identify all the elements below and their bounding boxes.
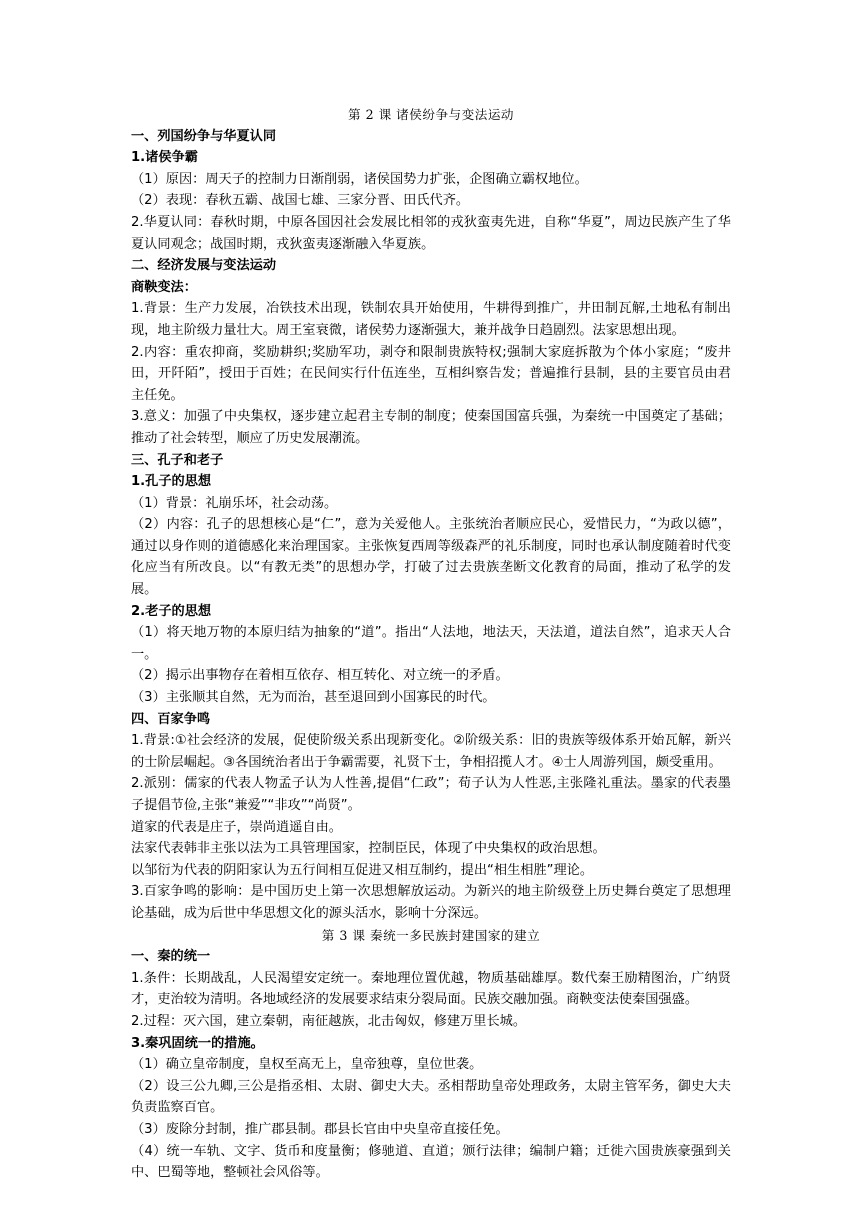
section-heading: 三、孔子和老子: [131, 452, 224, 468]
paragraph: 3.百家争鸣的影响：是中国历史上第一次思想解放运动。为新兴的地主阶级登上历史舞台奠定了思想理论基础，成为后世中华思想文化的源头活水，影响十分深远。: [131, 884, 731, 921]
subsection-heading: 2.老子的思想: [131, 603, 212, 619]
paragraph: 道家的代表是庄子，崇尚逍遥自由。: [131, 819, 342, 835]
document-body: [131, 104, 731, 1184]
subsection-heading: 商鞅变法：: [131, 279, 197, 295]
paragraph: （2）揭示出事物存在着相互依存、相互转化、对立统一的矛盾。: [131, 668, 509, 684]
paragraph: （1）背景：礼崩乐坏，社会动荡。: [131, 495, 338, 511]
paragraph: （2）表现：春秋五霸、战国七雄、三家分晋、田氏代齐。: [131, 193, 470, 209]
paragraph: 3.意义：加强了中央集权，逐步建立起君主专制的制度；使秦国国富兵强，为秦统一中国奠定了基础；推动了社会转型，顺应了历史发展潮流。: [131, 409, 731, 446]
paragraph: 2.华夏认同：春秋时期，中原各国因社会发展比相邻的戎狄蛮夷先进，自称“华夏”，周边民族产生了华夏认同观念；战国时期，戎狄蛮夷逐渐融入华夏族。: [131, 214, 731, 252]
paragraph: 2.派别：儒家的代表人物孟子认为人性善,提倡“仁政”；荀子认为人性恶,主张隆礼重法。墨家的代表墨子提倡节俭,主张“兼爱”“非攻”“尚贤”。: [131, 776, 731, 813]
paragraph: 2.内容：重农抑商，奖励耕织;奖励军功，剥夺和限制贵族特权;强制大家庭拆散为个体小家庭；“废井田，开阡陌”，授田于百姓；在民间实行什伍连坐，互相纠察告发；普遍推行县制，县的主要官员由君主任免。: [131, 344, 731, 403]
paragraph: 1.条件：长期战乱，人民渴望安定统一。秦地理位置优越，物质基础雄厚。数代秦王励精图治，广纳贤才，吏治较为清明。各地域经济的发展要求结束分裂局面。民族交融加强。商鞅变法使秦国强盛。: [131, 970, 731, 1008]
paragraph: 1.背景：生产力发展，冶铁技术出现，铁制农具开始使用，牛耕得到推广，井田制瓦解,土地私有制出现，地主阶级力量壮大。周王室衰微，诸侯势力逐渐强大，兼并战争日趋剧烈。法家思想出现。: [131, 301, 731, 338]
subsection-heading: 1.诸侯争霸: [131, 150, 198, 166]
paragraph: 法家代表韩非主张以法为工具管理国家，控制臣民，体现了中央集权的政治思想。: [131, 841, 606, 857]
section-heading: 四、百家争鸣: [131, 711, 211, 727]
paragraph: 1.背景:①社会经济的发展，促使阶级关系出现新变化。②阶级关系：旧的贵族等级体系开始瓦解，新兴的士阶层崛起。③各国统治者出于争霸需要，礼贤下士，争相招揽人才。④士人周游列国，颇受重用。: [131, 733, 731, 770]
paragraph: （3）废除分封制，推广郡县制。郡县长官由中央皇帝直接任免。: [131, 1121, 509, 1137]
paragraph: （3）主张顺其自然，无为而治，甚至退回到小国寡民的时代。: [131, 690, 496, 706]
section-heading: 一、秦的统一: [131, 949, 211, 965]
section-heading: 一、列国纷争与华夏认同: [131, 128, 277, 144]
section-heading: 二、经济发展与变法运动: [131, 258, 277, 274]
paragraph: 以邹衍为代表的阴阳家认为五行间相互促进又相互制约，提出“相生相胜”理论。: [131, 862, 594, 878]
lesson-title: 第 2 课 诸侯纷争与变法运动: [347, 107, 515, 122]
subsection-heading: 3.秦巩固统一的措施。: [131, 1035, 264, 1051]
paragraph: 2.过程：灭六国，建立秦朝，南征越族，北击匈奴，修建万里长城。: [131, 1013, 527, 1029]
subsection-heading: 1.孔子的思想: [131, 474, 212, 490]
paragraph: （1）将天地万物的本原归结为抽象的“道”。指出“人法地，地法天，天法道，道法自然”，追求天人合一。: [131, 625, 731, 662]
paragraph: （1）确立皇帝制度，皇权至高无上，皇帝独尊，皇位世袭。: [131, 1057, 483, 1073]
paragraph: （1）原因：周天子的控制力日渐削弱，诸侯国势力扩张，企图确立霸权地位。: [131, 171, 588, 187]
paragraph: （2）内容：孔子的思想核心是“仁”，意为关爱他人。主张统治者顺应民心，爱惜民力，“为政以德”，通过以身作则的道德感化来治理国家。主张恢复西周等级森严的礼乐制度，同时也承认制度随着时代变化应当有所改良。以“有教无类”的思想办学，打破了过去贵族垄断文化教育的局面，推动了私学的发展。: [131, 517, 731, 598]
paragraph: （2）设三公九卿,三公是指丞相、太尉、御史大夫。丞相帮助皇帝处理政务，太尉主管军务，御史大夫负责监察百官。: [131, 1078, 731, 1116]
paragraph: （4）统一车轨、文字、货币和度量衡；修驰道、直道；颁行法律；编制户籍；迁徙六国贵族豪强到关中、巴蜀等地，整顿社会风俗等。: [131, 1143, 731, 1181]
lesson-title: 第 3 课 秦统一多民族封建国家的建立: [321, 927, 541, 943]
